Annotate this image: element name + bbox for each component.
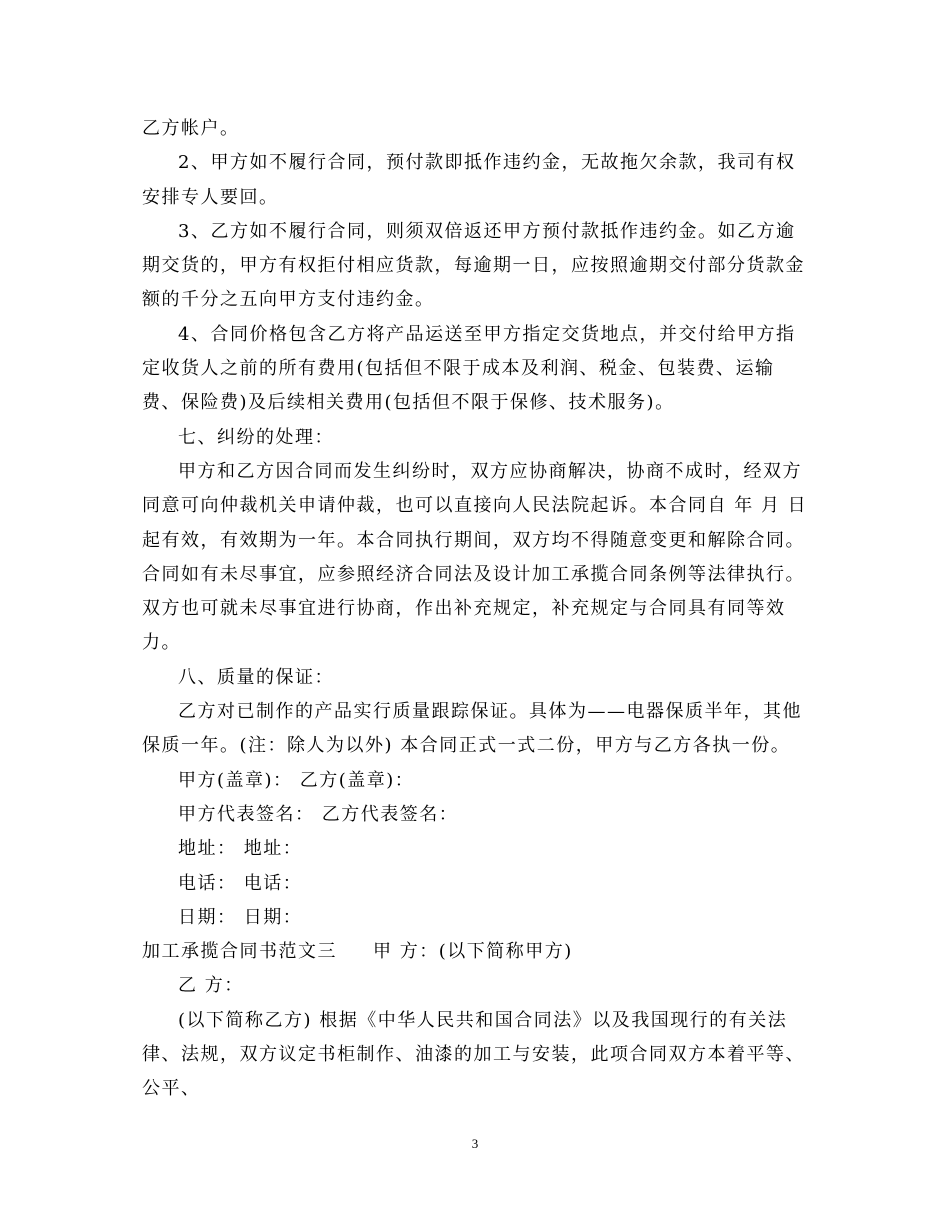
section-heading-quality: 八、质量的保证： — [178, 666, 334, 688]
party-a-label: 甲 方：(以下简称甲方) — [373, 941, 573, 963]
paragraph: 乙方帐户。 — [142, 118, 240, 139]
clause-2: 2、甲方如不履行合同，预付款即抵作违约金，无故拖欠余款，我司有权安排专人要回。 — [142, 152, 796, 208]
paragraph-quality: 乙方对已制作的产品实行质量跟踪保证。具体为——电器保质半年，其他保质一年。(注：除人为以外) 本合同正式一式二份，甲方与乙方各执一份。 — [142, 701, 802, 757]
section-heading-dispute: 七、纠纷的处理： — [178, 426, 334, 448]
page-number: 3 — [471, 1136, 479, 1151]
paragraph-preamble: (以下简称乙方) 根据《中华人民共和国合同法》以及我国现行的有关法律、法规，双方议定书柜制作、油漆的加工与安装，此项合同双方本着平等、公平、 — [142, 1009, 805, 1100]
clause-3: 3、乙方如不履行合同，则须双倍返还甲方预付款抵作违约金。如乙方逾期交货的，甲方有权拒付相应货款，每逾期一日，应按照逾期交付部分货款金额的千分之五向甲方支付违约金。 — [142, 220, 805, 311]
paragraph-dispute: 甲方和乙方因合同而发生纠纷时，双方应协商解决，协商不成时，经双方同意可向仲裁机关申请仲裁，也可以直接向人民法院起诉。本合同自 年 月 日起有效，有效期为一年。本合同执行期间，双方均不得随意变更和解除合同。合同如有未尽事宜，应参照经济合同法及设计加工承揽合同条例等法律执行。双方也可就未尽事宜进行协商，作出补充规定，补充规定与合同具有同等效力。 — [142, 460, 808, 654]
signature-seal-line: 甲方(盖章)： 乙方(盖章)： — [178, 769, 415, 791]
clause-4: 4、合同价格包含乙方将产品运送至甲方指定交货地点，并交付给甲方指定收货人之前的所有费用(包括但不限于成本及利润、税金、包装费、运输费、保险费)及后续相关费用(包括但不限于保修、技术服务)。 — [142, 323, 796, 414]
signature-date-line: 日期： 日期： — [178, 906, 303, 928]
signature-representative-line: 甲方代表签名： 乙方代表签名： — [178, 803, 459, 825]
signature-address-line: 地址： 地址： — [178, 838, 303, 860]
signature-phone-line: 电话： 电话： — [178, 872, 303, 894]
party-b-label: 乙 方： — [178, 975, 244, 997]
sample-three-title: 加工承揽合同书范文三 — [142, 941, 337, 963]
document-body — [142, 112, 810, 1107]
sample-three-heading-line — [142, 935, 810, 969]
